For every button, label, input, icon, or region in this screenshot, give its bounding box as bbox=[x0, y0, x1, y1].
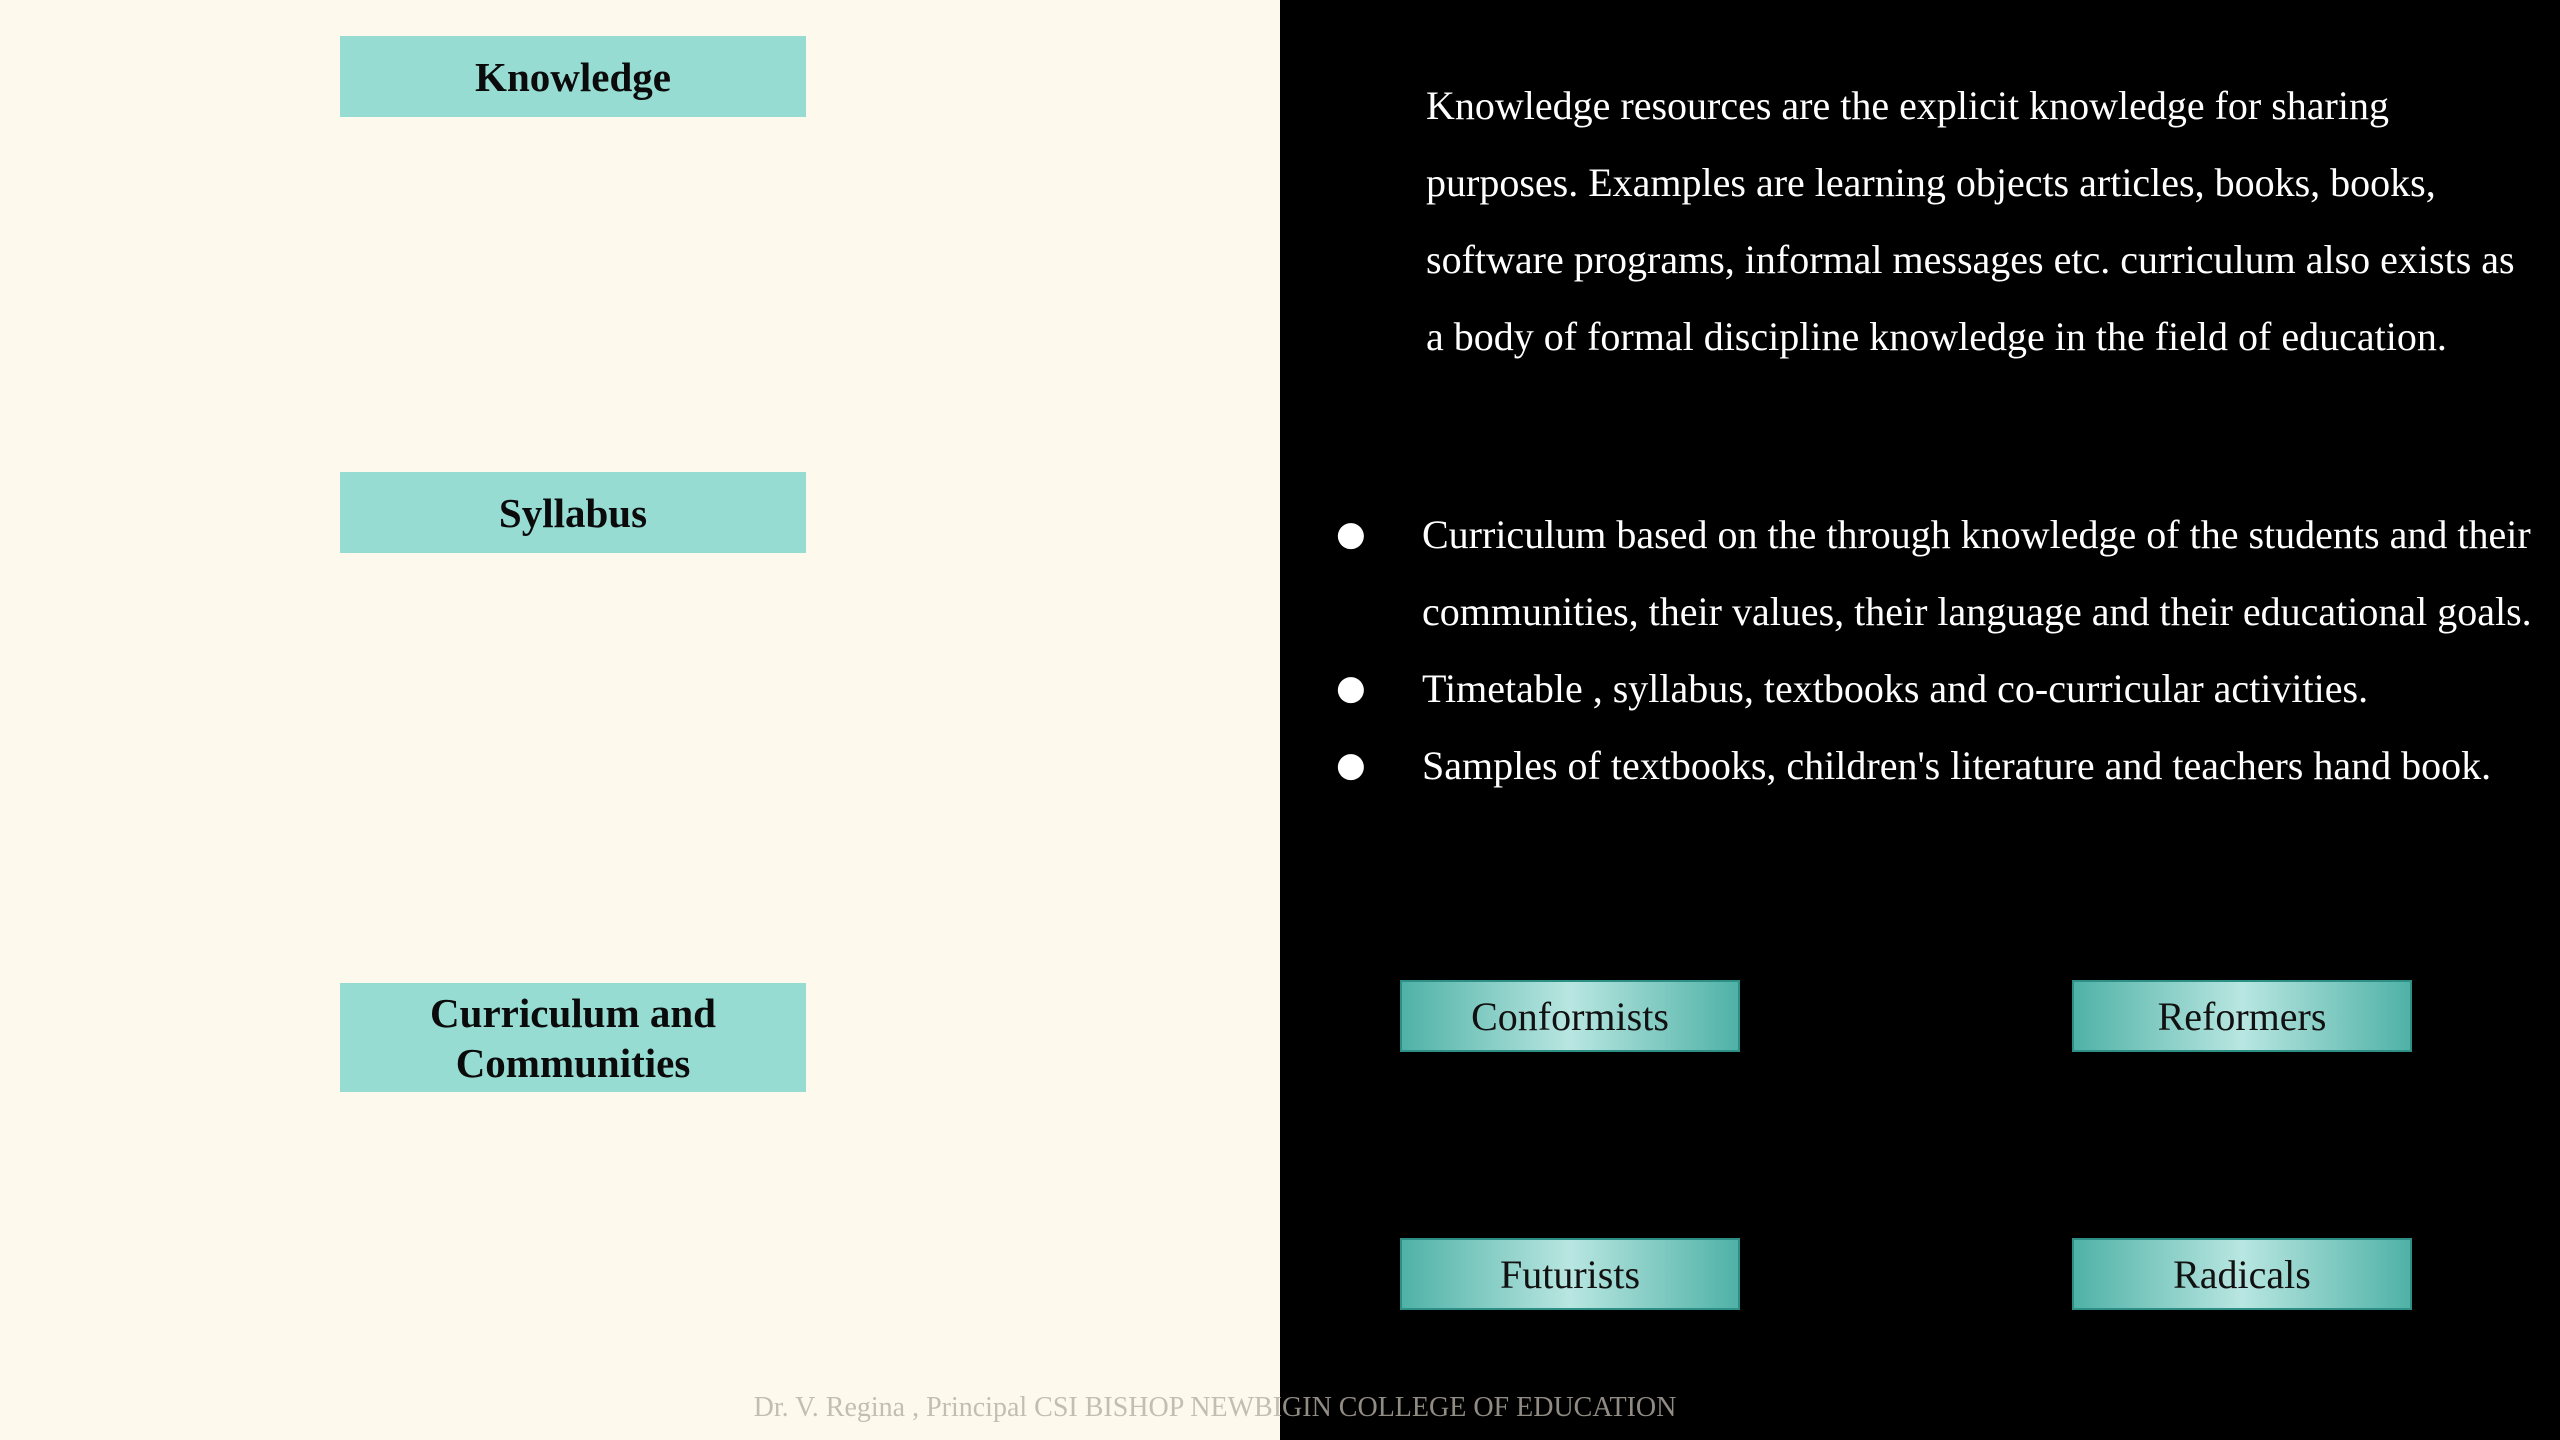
bullet-text: Samples of textbooks, children's literature and teachers hand book. bbox=[1422, 743, 2492, 788]
list-item bbox=[1336, 727, 2546, 804]
list-item bbox=[1336, 496, 2546, 650]
knowledge-label: Knowledge bbox=[475, 53, 671, 100]
bullet-icon: ● bbox=[1336, 668, 1366, 708]
conformists-button[interactable]: Conformists bbox=[1400, 980, 1740, 1052]
knowledge-box bbox=[340, 36, 806, 117]
curriculum-communities-box bbox=[340, 983, 806, 1092]
list-item bbox=[1336, 650, 2546, 727]
futurists-button[interactable]: Futurists bbox=[1400, 1238, 1740, 1310]
curriculum-label-line2: Communities bbox=[455, 1039, 691, 1086]
reformers-button[interactable]: Reformers bbox=[2072, 980, 2412, 1052]
bullet-icon: ● bbox=[1336, 514, 1366, 554]
bullet-text: Timetable , syllabus, textbooks and co-curricular activities. bbox=[1422, 666, 2369, 711]
syllabus-box bbox=[340, 472, 806, 553]
curriculum-label-line1: Curriculum and bbox=[430, 989, 716, 1036]
footer-credit: Dr. V. Regina , Principal CSI BISHOP NEWBIGIN COLLEGE OF EDUCATION bbox=[753, 1392, 1677, 1423]
bullet-icon: ● bbox=[1336, 745, 1366, 785]
radicals-button[interactable]: Radicals bbox=[2072, 1238, 2412, 1310]
bullet-text: Curriculum based on the through knowledge of the students and their communities, their values, their language and their educational goals. bbox=[1422, 512, 2532, 634]
syllabus-label: Syllabus bbox=[498, 489, 648, 536]
knowledge-resources-paragraph: Knowledge resources are the explicit knowledge for sharing purposes. Examples are learning objects articles, books, books, software programs, informal messages etc. curriculum also exists as a body of formal discipline knowledge in the field of education. bbox=[1426, 83, 2515, 359]
bullet-list bbox=[1336, 496, 2546, 804]
